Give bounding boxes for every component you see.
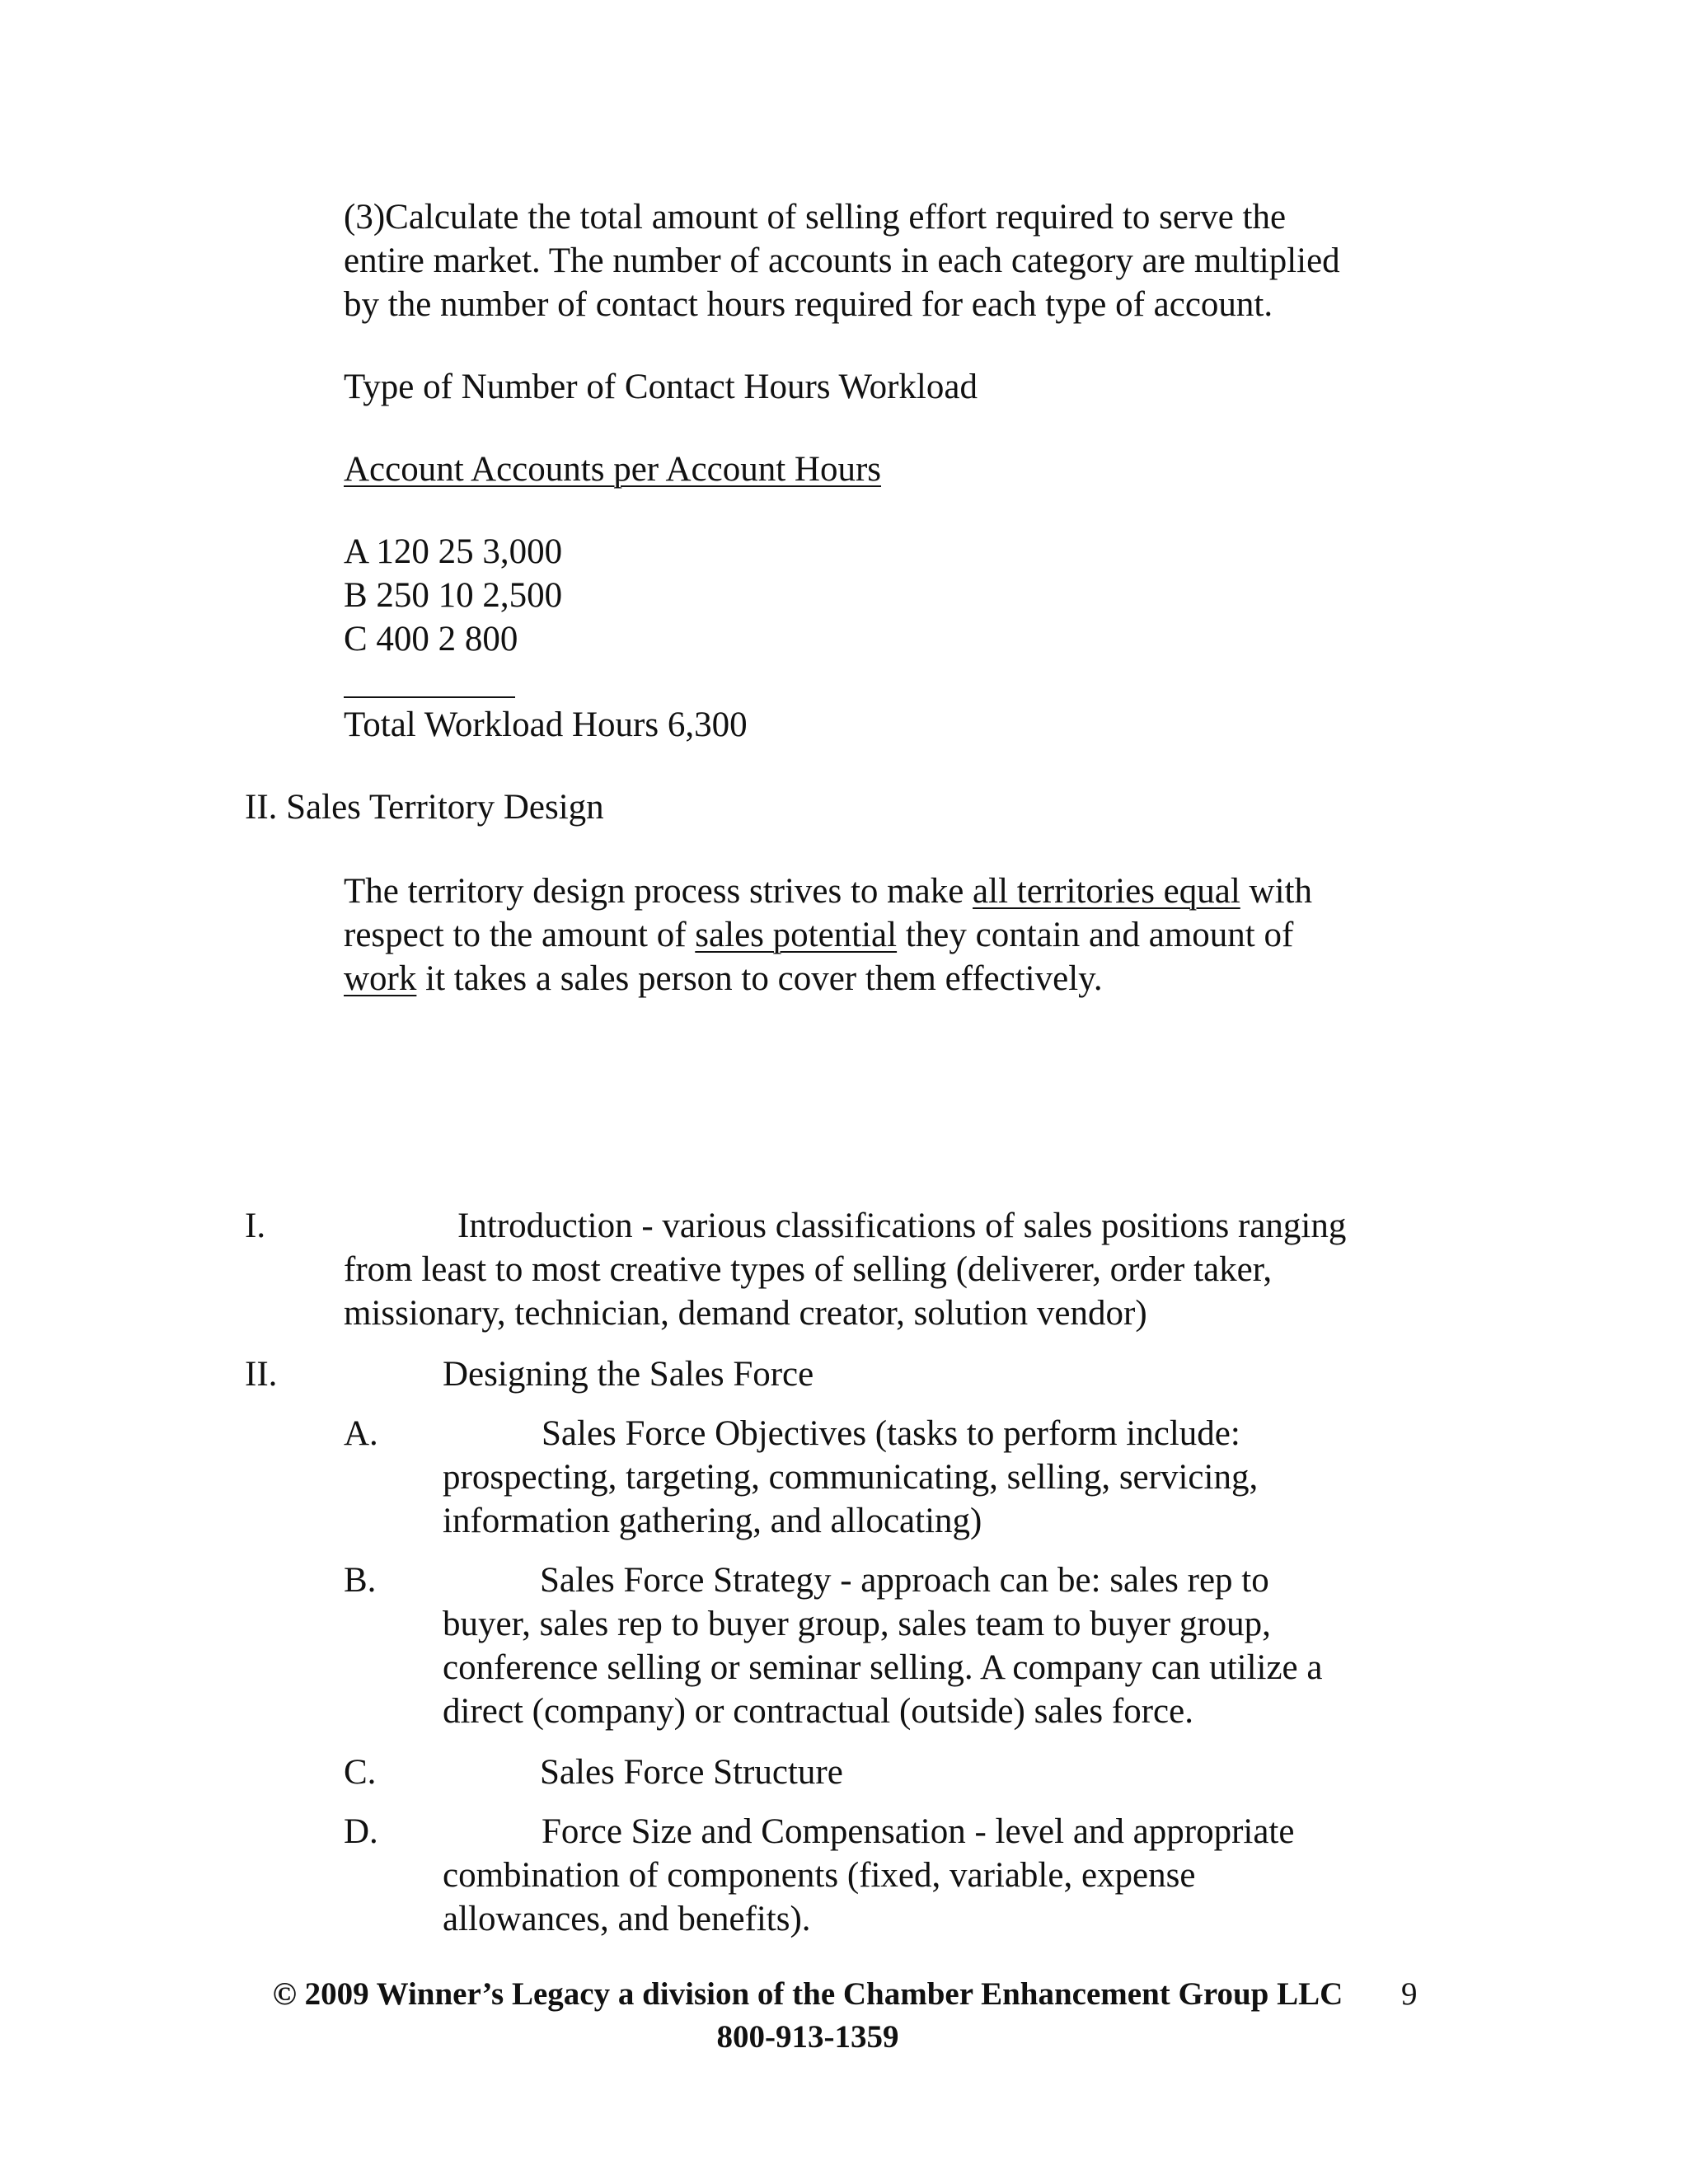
territory-line-1 xyxy=(344,869,1312,913)
outline-numeral-ii: II. xyxy=(245,1355,278,1394)
total-divider-line xyxy=(344,696,515,698)
table-row-c: C 400 2 800 xyxy=(344,620,518,658)
total-workload-hours: Total Workload Hours 6,300 xyxy=(344,705,748,744)
structure-line-1: Sales Force Structure xyxy=(540,1753,843,1792)
workload-table-rows xyxy=(344,530,562,661)
phone-number: 800-913-1359 xyxy=(716,2019,899,2055)
table-header-line-2: Account Accounts per Account Hours xyxy=(344,450,882,489)
underlined-phrase: work xyxy=(344,959,417,998)
objectives-line-1: Sales Force Objectives (tasks to perform include: xyxy=(542,1414,1240,1453)
underlined-phrase: sales potential xyxy=(695,916,898,954)
strategy-line-4: direct (company) or contractual (outside) sales force. xyxy=(443,1692,1193,1731)
outline-item-introduction xyxy=(344,1204,1346,1335)
territory-line-3 xyxy=(344,957,1312,1001)
outline-numeral-i: I. xyxy=(245,1207,266,1245)
objectives-line-2: prospecting, targeting, communicating, selling, servicing, xyxy=(443,1458,1259,1497)
sub-letter-a: A. xyxy=(344,1414,378,1453)
territory-paragraph xyxy=(344,869,1312,1001)
table-row-a: A 120 25 3,000 xyxy=(344,532,563,571)
sub-item-structure xyxy=(443,1750,843,1794)
objectives-line-3: information gathering, and allocating) xyxy=(443,1502,982,1540)
underlined-phrase: all territories equal xyxy=(973,872,1240,911)
designing-title: Designing the Sales Force xyxy=(443,1355,814,1394)
footer-copyright xyxy=(0,1974,1615,2015)
size-line-2: combination of components (fixed, variable, expense xyxy=(443,1856,1196,1895)
section-heading: II. Sales Territory Design xyxy=(245,788,604,827)
step3-line-1: (3)Calculate the total amount of selling effort required to serve the xyxy=(344,198,1287,237)
copyright-line: © 2009 Winner’s Legacy a division of the Chamber Enhancement Group LLC xyxy=(272,1976,1343,2012)
territory-text: they contain and amount of xyxy=(897,916,1294,954)
sub-letter-d: D. xyxy=(344,1812,378,1851)
table-header-line-1: Type of Number of Contact Hours Workload xyxy=(344,368,978,406)
outline-item-designing xyxy=(443,1352,814,1396)
step3-paragraph xyxy=(344,195,1340,326)
strategy-line-2: buyer, sales rep to buyer group, sales team to buyer group, xyxy=(443,1605,1271,1643)
sub-letter-c: C. xyxy=(344,1753,377,1792)
intro-line-2: from least to most creative types of selling (deliverer, order taker, xyxy=(344,1250,1273,1289)
territory-text: The territory design process strives to make xyxy=(344,872,973,911)
territory-text: it takes a sales person to cover them effectively. xyxy=(416,959,1103,998)
intro-line-3: missionary, technician, demand creator, solution vendor) xyxy=(344,1294,1147,1333)
sub-item-objectives xyxy=(443,1412,1258,1543)
size-line-1: Force Size and Compensation - level and appropriate xyxy=(542,1812,1295,1851)
territory-line-2 xyxy=(344,913,1312,957)
territory-text: with xyxy=(1240,872,1312,911)
sub-letter-b: B. xyxy=(344,1561,377,1600)
step3-line-3: by the number of contact hours required for each type of account. xyxy=(344,285,1273,324)
table-row-b: B 250 10 2,500 xyxy=(344,576,563,615)
intro-line-1: Introduction - various classifications of sales positions ranging xyxy=(457,1207,1347,1245)
page-number: 9 xyxy=(1401,1976,1418,2012)
territory-text: respect to the amount of xyxy=(344,916,696,954)
workload-table xyxy=(344,365,978,409)
territory-heading xyxy=(245,785,604,829)
step3-line-2: entire market. The number of accounts in each category are multiplied xyxy=(344,241,1340,280)
strategy-line-1: Sales Force Strategy - approach can be: sales rep to xyxy=(540,1561,1269,1600)
sub-item-size-compensation xyxy=(443,1810,1294,1941)
strategy-line-3: conference selling or seminar selling. A company can utilize a xyxy=(443,1648,1323,1687)
footer-phone xyxy=(0,2017,1615,2058)
workload-total xyxy=(344,703,748,747)
size-line-3: allowances, and benefits). xyxy=(443,1900,811,1938)
sub-item-strategy xyxy=(443,1558,1322,1733)
workload-table-header-2 xyxy=(344,448,881,491)
